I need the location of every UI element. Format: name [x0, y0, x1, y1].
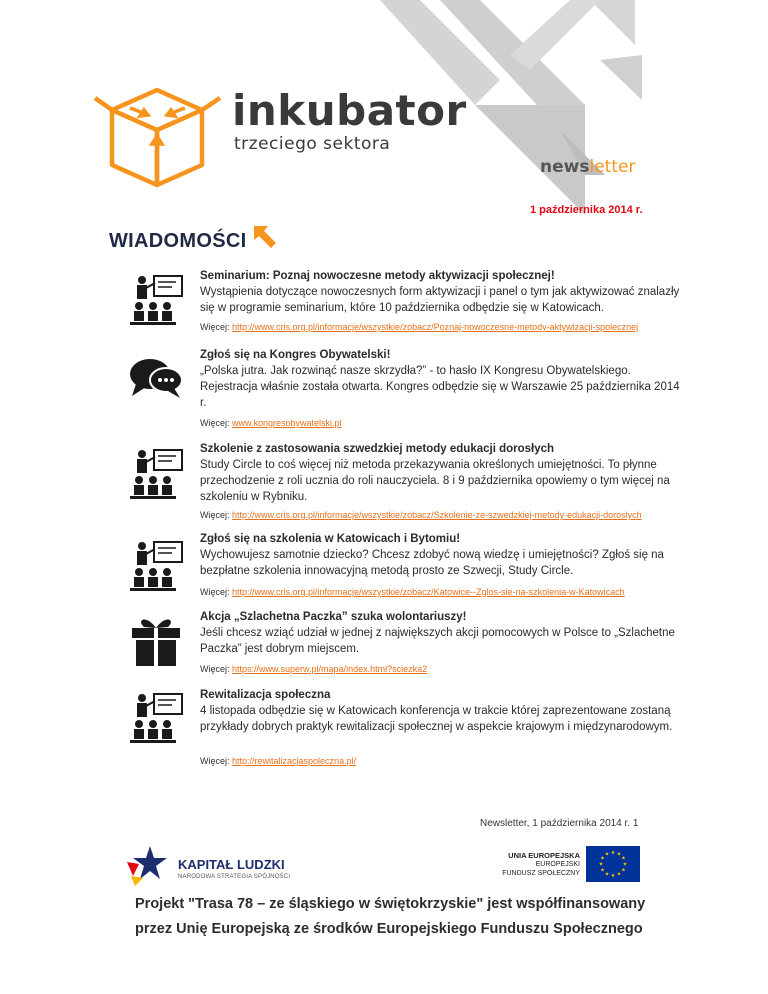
inkubator-box-logo	[90, 70, 225, 190]
news-item	[200, 687, 680, 735]
presentation-icon	[128, 444, 188, 504]
svg-text:★: ★	[604, 851, 610, 858]
news-item	[200, 609, 680, 657]
news-link[interactable]: http://www.cris.org.pl/informacje/wszystkie/zobacz/Poznaj-nowoczesne-metody-aktywizacji-spolecznej	[232, 322, 639, 332]
newsletter-label-letter: letter	[589, 157, 636, 177]
svg-text:★: ★	[616, 851, 622, 858]
presentation-icon	[128, 270, 188, 330]
svg-text:★: ★	[604, 871, 610, 878]
section-title: WIADOMOŚCI	[109, 230, 247, 252]
svg-text:★: ★	[621, 867, 626, 874]
svg-text:★: ★	[616, 871, 622, 878]
news-more	[200, 756, 356, 766]
speech-bubbles-icon	[126, 348, 186, 408]
news-title: Szkolenie z zastosowania szwedzkiej metody edukacji dorosłych	[200, 443, 555, 455]
news-title: Akcja „Szlachetna Paczka” szuka wolontariuszy!	[200, 611, 467, 623]
eu-line-1: UNIA EUROPEJSKA	[508, 851, 580, 860]
logo-wordmark: inkubator	[232, 86, 467, 135]
presentation-icon	[128, 688, 188, 748]
svg-text:★: ★	[610, 873, 616, 879]
news-body: Wychowujesz samotnie dziecko? Chcesz zdobyć nową wiedzę i umiejętności? Zgłoś się na bezpłatne szkolenia innowacyjną metodą prosto ze Szwecji, Study Circle.	[200, 549, 664, 577]
news-more	[200, 322, 638, 332]
eu-line-3: FUNDUSZ SPOŁECZNY	[502, 870, 580, 877]
kapital-ludzki-logo	[125, 842, 175, 887]
news-title: Seminarium: Poznaj nowoczesne metody aktywizacji społecznej!	[200, 270, 555, 282]
page-footer: Newsletter, 1 października 2014 r. 1	[480, 818, 639, 829]
project-line-2: przez Unię Europejską ze środków Europejskiego Funduszu Społecznego	[135, 921, 643, 937]
project-line-1: Projekt "Trasa 78 – ze śląskiego w świętokrzyskie" jest współfinansowany	[135, 896, 646, 912]
orange-arrow-icon	[250, 224, 278, 250]
eu-flag-icon	[586, 846, 640, 882]
svg-text:★: ★	[622, 861, 628, 868]
gift-icon	[128, 610, 188, 670]
news-link[interactable]: www.kongresobywatelski.pl	[232, 418, 342, 428]
news-item	[200, 531, 680, 579]
news-link[interactable]: http://rewitalizacjaspoleczna.pl/	[232, 756, 357, 766]
more-label: Więcej:	[200, 418, 233, 428]
news-item	[200, 347, 680, 411]
svg-text:★: ★	[600, 855, 605, 862]
news-link[interactable]: http://www.cris.org.pl/informacje/wszystkie/zobacz/Szkolenie-ze-szwedzkiej-metody-edukacji-doroslych	[232, 510, 642, 520]
news-more	[200, 587, 625, 597]
news-body: Jeśli chcesz wziąć udział w jednej z największych akcji pomocowych w Polsce to „Szlachetne Paczka” jest dobrym miejscem.	[200, 627, 675, 655]
logo-subtitle: trzeciego sektora	[234, 134, 391, 154]
kl-subtitle: NARODOWA STRATEGIA SPÓJNOŚCI	[178, 874, 291, 880]
news-title: Rewitalizacja społeczna	[200, 689, 331, 701]
news-more	[200, 664, 427, 674]
newsletter-label-news: news	[540, 157, 590, 177]
news-title: Zgłoś się na szkolenia w Katowicach i Bytomiu!	[200, 533, 461, 545]
news-link[interactable]: http://www.cris.org.pl/informacje/wszystkie/zobacz/Katowice--Zglos-sie-na-szkolenia-w-Katowicach	[232, 587, 625, 597]
news-body: Study Circle to coś więcej niż metoda przekazywania określonych umiejętności. To płynne przechodzenie z roli ucznia do roli nauczyciela. 8 i 9 października opowiemy o tym więcej na szkoleniu w Rybniku.	[200, 459, 670, 503]
news-item	[200, 441, 680, 505]
news-body: Wystąpienia dotyczące nowoczesnych form aktywizacji i panel o tym jak aktywizować znalazły się w programie seminarium, które 10 października odbędzie się w Katowicach.	[200, 286, 680, 314]
svg-text:★: ★	[621, 855, 626, 862]
eu-fund-label	[480, 851, 580, 878]
issue-date: 1 października 2014 r.	[530, 204, 643, 216]
presentation-icon	[128, 536, 188, 596]
news-item	[200, 268, 680, 316]
news-more	[200, 510, 642, 520]
svg-text:★: ★	[610, 850, 616, 856]
newsletter-label	[540, 157, 635, 177]
more-label: Więcej:	[200, 756, 233, 766]
news-link[interactable]: https://www.superw.pl/mapa/index.html?sciezka2	[232, 664, 428, 674]
svg-text:★: ★	[600, 867, 605, 874]
news-body: 4 listopada odbędzie się w Katowicach konferencja w trakcie której zaprezentowane zostaną przykłady dobrych praktyk rewitalizacji społecznej w aspekcie krajowym i międzynarodowym.	[200, 705, 673, 733]
news-title: Zgłoś się na Kongres Obywatelski!	[200, 349, 391, 361]
more-label: Więcej:	[200, 510, 233, 520]
kl-title: KAPITAŁ LUDZKI	[178, 857, 285, 872]
more-label: Więcej:	[200, 322, 233, 332]
more-label: Więcej:	[200, 587, 233, 597]
svg-text:★: ★	[598, 861, 604, 868]
news-body: „Polska jutra. Jak rozwinąć nasze skrzydła?” - to hasło IX Kongresu Obywatelskiego. Rejestracja właśnie została otwarta. Kongres odbędzie się w Warszawie 25 października 2014 r.	[200, 365, 680, 409]
eu-line-2: EUROPEJSKI	[535, 861, 580, 868]
news-more	[200, 418, 342, 428]
more-label: Więcej:	[200, 664, 233, 674]
